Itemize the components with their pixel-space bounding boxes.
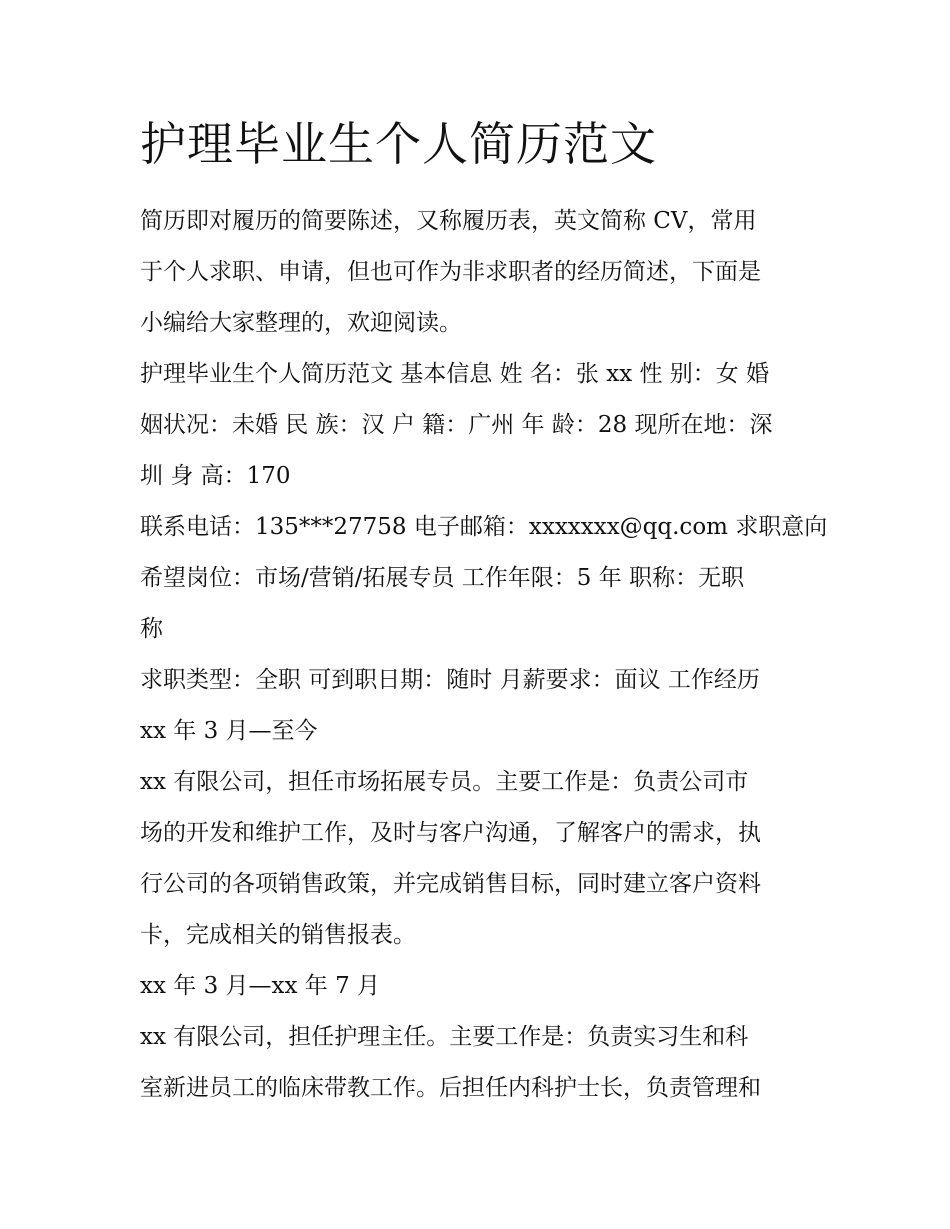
experience-period-2: xx 年 3 月—xx 年 7 月 bbox=[140, 973, 381, 999]
intention-line-1: 希望岗位：市场/营销/拓展专员 工作年限：5 年 职称：无职 bbox=[140, 565, 745, 591]
experience-1-line-4: 卡，完成相关的销售报表。 bbox=[140, 922, 416, 948]
basic-info-line-2: 姻状况：未婚 民 族：汉 户 籍：广州 年 龄：28 现所在地：深 bbox=[140, 412, 773, 438]
job-type-line: 求职类型：全职 可到职日期：随时 月薪要求：面议 工作经历 bbox=[140, 667, 760, 693]
experience-1-line-1: xx 有限公司，担任市场拓展专员。主要工作是：负责公司市 bbox=[140, 769, 749, 795]
intro-line-2: 于个人求职、申请，但也可作为非求职者的经历简述，下面是 bbox=[140, 259, 761, 285]
experience-2-line-2: 室新进员工的临床带教工作。后担任内科护士长，负责管理和 bbox=[140, 1075, 761, 1101]
intro-line-1: 简历即对履历的简要陈述，又称履历表，英文简称 CV，常用 bbox=[140, 208, 757, 234]
basic-info-line-1: 护理毕业生个人简历范文 基本信息 姓 名：张 xx 性 别：女 婚 bbox=[140, 361, 770, 387]
experience-period-1: xx 年 3 月—至今 bbox=[140, 718, 318, 744]
experience-2-line-1: xx 有限公司，担任护理主任。主要工作是：负责实习生和科 bbox=[140, 1024, 749, 1050]
contact-line: 联系电话：135***27758 电子邮箱：xxxxxxx@qq.com 求职意向 bbox=[140, 514, 828, 540]
intention-line-2: 称 bbox=[140, 616, 163, 642]
intro-line-3: 小编给大家整理的，欢迎阅读。 bbox=[140, 310, 462, 336]
document-title: 护理毕业生个人简历范文 bbox=[140, 117, 657, 171]
experience-1-line-2: 场的开发和维护工作，及时与客户沟通，了解客户的需求，执 bbox=[140, 820, 761, 846]
experience-1-line-3: 行公司的各项销售政策，并完成销售目标，同时建立客户资料 bbox=[140, 871, 761, 897]
basic-info-line-3: 圳 身 高：170 bbox=[140, 463, 291, 489]
